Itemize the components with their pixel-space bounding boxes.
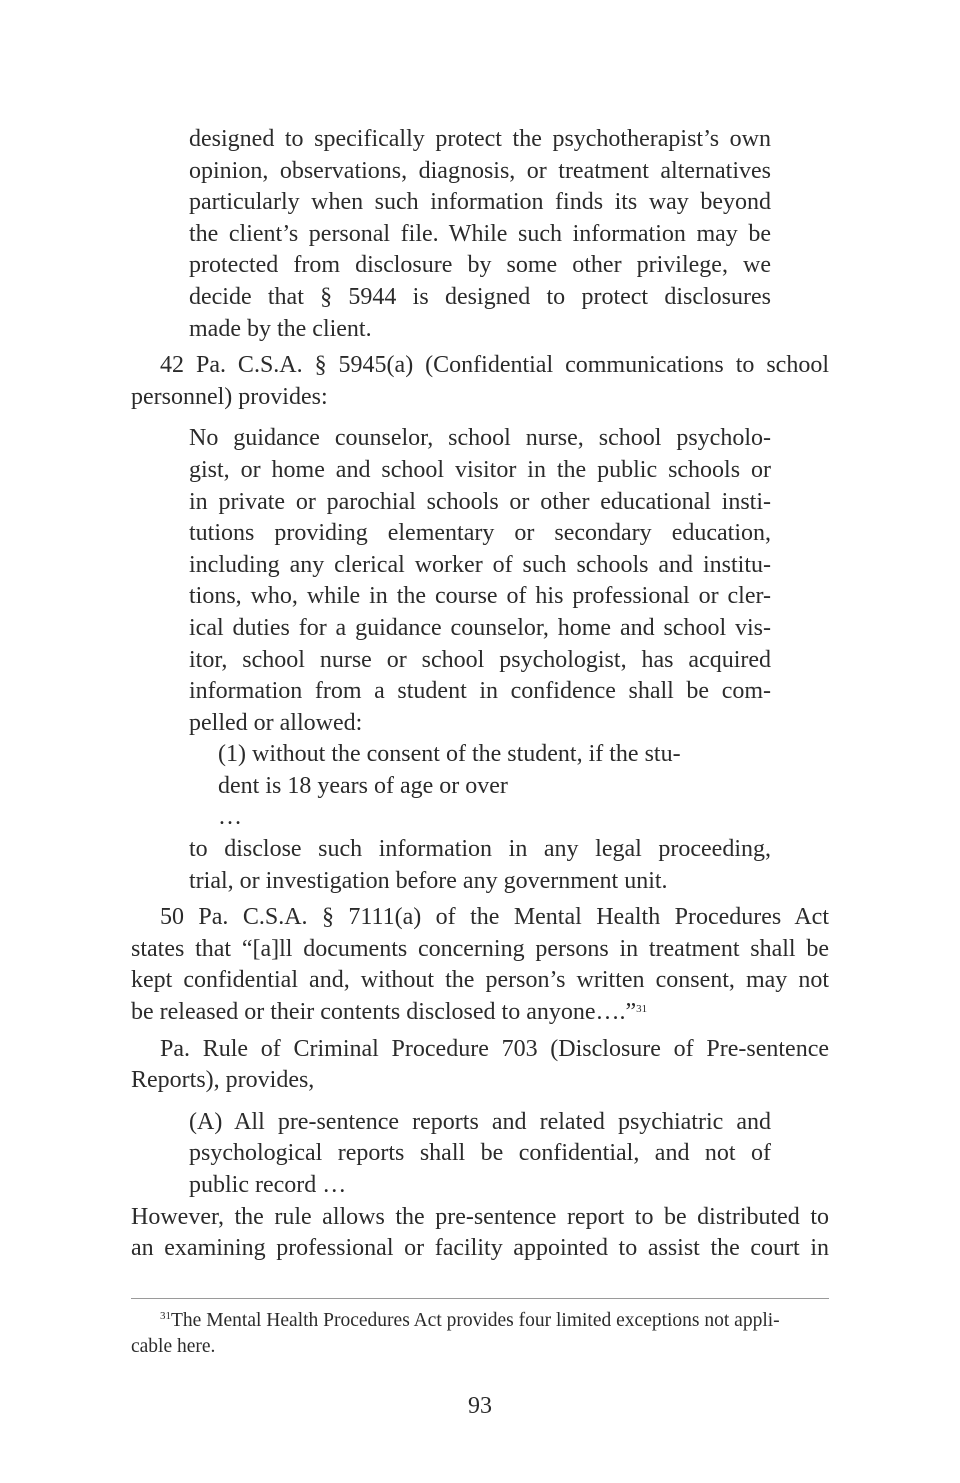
quote-line: tions, who, while in the course of his professional or cler- [189, 583, 771, 610]
page-number: 93 [468, 1393, 492, 1419]
paragraph-line: personnel) provides: [131, 383, 328, 410]
page-body [131, 124, 829, 1265]
footnote-reference[interactable]: 31 [636, 1003, 648, 1016]
quote-line: the client’s personal file. While such information may be [189, 220, 771, 247]
block-quote-703 [189, 1107, 771, 1202]
footnote-text: The Mental Health Procedures Act provides four limited exceptions not appli- [171, 1310, 780, 1331]
quote-line: trial, or investigation before any government unit. [189, 867, 668, 894]
paragraph-line: However, the rule allows the pre-sentence report to be distributed to [131, 1203, 829, 1230]
footnote [131, 1308, 829, 1360]
footnote-text: cable here. [131, 1336, 216, 1357]
subitem-line: (1) without the consent of the student, if the stu- [218, 741, 681, 768]
quote-line: opinion, observations, diagnosis, or treatment alternatives [189, 157, 771, 184]
quote-line: tutions providing elementary or secondary education, [189, 520, 771, 547]
paragraph-however [131, 1202, 829, 1265]
paragraph-703 [131, 1034, 829, 1097]
subitem-line: dent is 18 years of age or over [218, 772, 508, 799]
quote-subitem [131, 739, 829, 834]
block-quote-5944 [189, 124, 771, 345]
block-quote-5945 [189, 423, 771, 739]
quote-line: designed to specifically protect the psychotherapist’s own [189, 126, 771, 152]
footnote-divider [131, 1298, 829, 1299]
paragraph-5945 [131, 350, 829, 413]
quote-line: decide that § 5944 is designed to protect disclosures [189, 283, 771, 310]
paragraph-line: 50 Pa. C.S.A. § 7111(a) of the Mental Health Procedures Act [160, 904, 829, 931]
quote-line: protected from disclosure by some other privilege, we [189, 252, 771, 279]
paragraph-7111 [131, 902, 829, 1028]
footnote-first-line [131, 1308, 829, 1334]
footnote-marker: 31 [160, 1310, 171, 1322]
quote-line: made by the client. [189, 315, 372, 342]
paragraph-line: 42 Pa. C.S.A. § 5945(a) (Confidential communications to school [160, 352, 829, 379]
quote-line: gist, or home and school visitor in the public schools or [189, 456, 771, 483]
quote-line: to disclose such information in any legal proceeding, [189, 836, 771, 863]
paragraph-line: Reports), provides, [131, 1067, 315, 1094]
quote-line: psychological reports shall be confidential, and not of [189, 1140, 771, 1167]
quote-line: No guidance counselor, school nurse, school psycholo- [189, 425, 771, 452]
quote-line: ical duties for a guidance counselor, home and school vis- [189, 614, 771, 641]
paragraph-last-line [131, 997, 829, 1029]
quote-line: public record … [189, 1172, 347, 1198]
quote-line: in private or parochial schools or other educational insti- [189, 488, 771, 515]
paragraph-line: states that “[a]ll documents concerning persons in treatment shall be [131, 935, 829, 962]
paragraph-line: kept confidential and, without the person’s written consent, may not [131, 967, 829, 994]
block-quote-5945-end [189, 834, 771, 897]
paragraph-line-text: be released or their contents disclosed to anyone….” [131, 999, 637, 1026]
quote-line: itor, school nurse or school psychologist, has acquired [189, 646, 771, 673]
quote-line: including any clerical worker of such schools and institu- [189, 551, 771, 578]
quote-line: (A) All pre-sentence reports and related psychiatric and [189, 1108, 771, 1135]
quote-line: information from a student in confidence shall be com- [189, 678, 771, 705]
quote-line: particularly when such information finds its way beyond [189, 189, 771, 216]
ellipsis: … [218, 804, 242, 831]
quote-line: pelled or allowed: [189, 709, 363, 736]
paragraph-line: an examining professional or facility appointed to assist the court in [131, 1235, 829, 1262]
paragraph-line: Pa. Rule of Criminal Procedure 703 (Disclosure of Pre-sentence [160, 1035, 829, 1062]
